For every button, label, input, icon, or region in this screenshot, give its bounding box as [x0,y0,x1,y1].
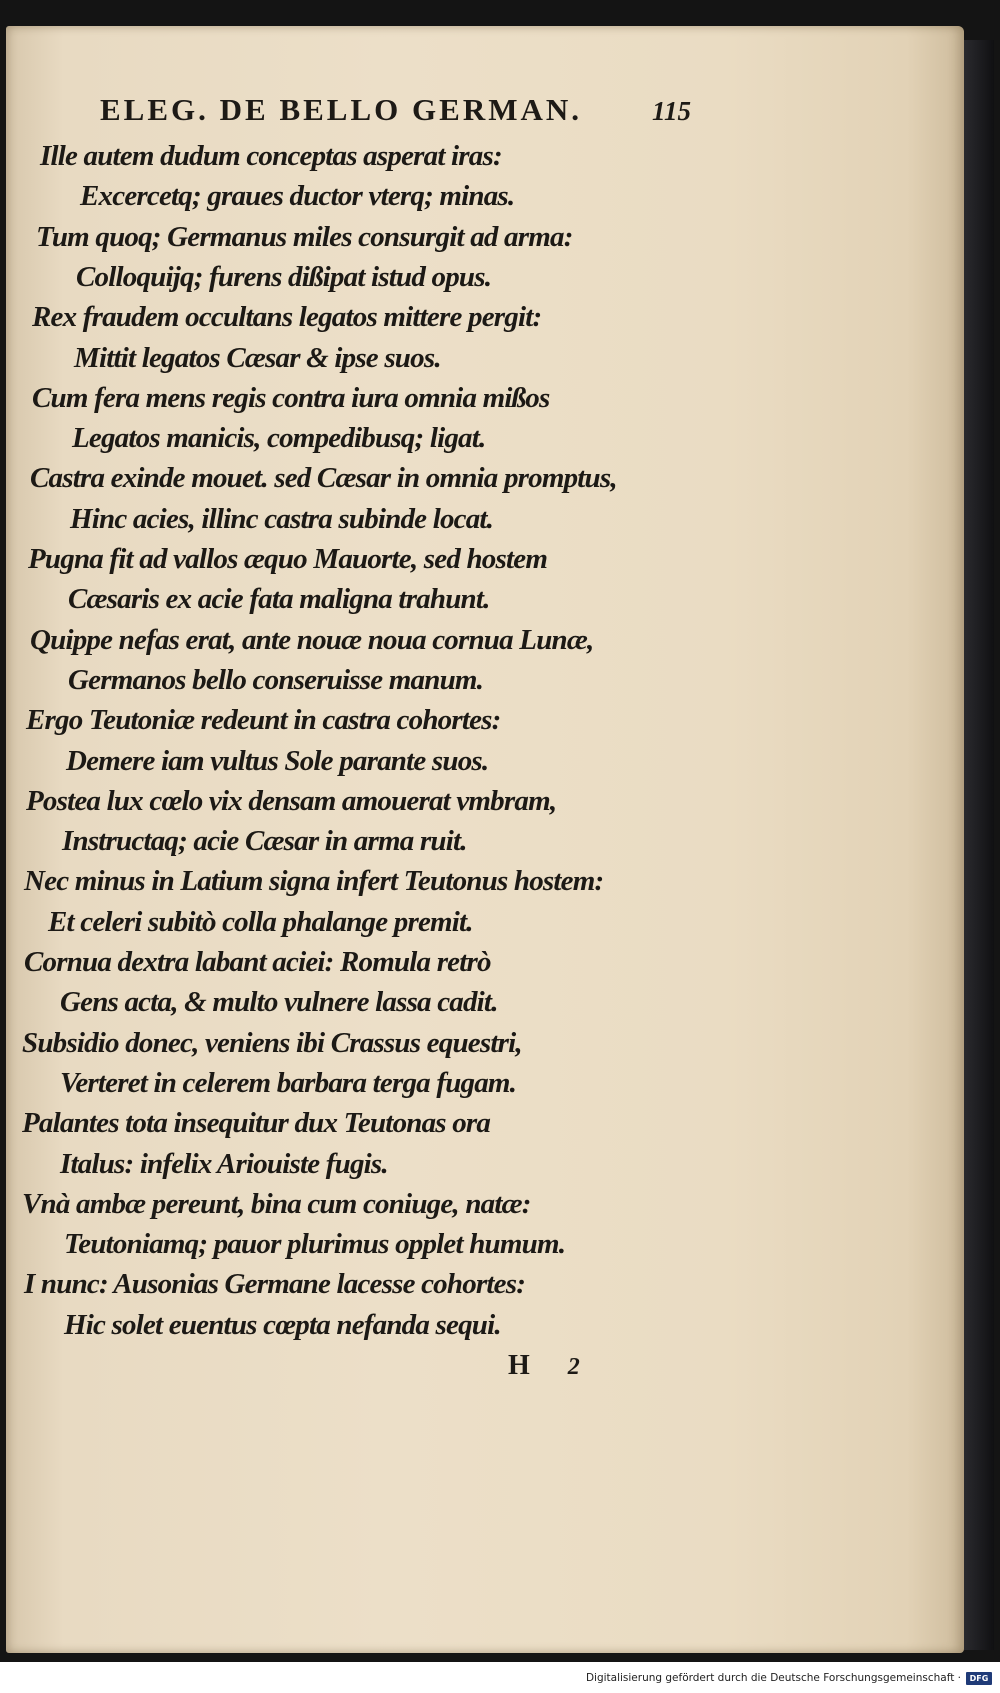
verse-line: Quippe nefas erat, ante nouæ noua cornua Lunæ, [30,623,594,656]
verse-line: Colloquijq; furens dißipat istud opus. [76,260,492,293]
running-head [100,92,700,132]
signature-mark [508,1350,580,1382]
verse-line: Demere iam vultus Sole parante suos. [66,744,489,777]
verse-line: Cum fera mens regis contra iura omnia mißos [32,381,550,414]
verse-line: Cæsaris ex acie fata maligna trahunt. [68,583,490,616]
signature-number: 2 [567,1354,580,1380]
digitization-footer [586,1668,992,1688]
verse-line: Mittit legatos Cæsar & ipse suos. [74,341,441,374]
signature-letter: H [508,1350,530,1381]
verse-line: Palantes tota insequitur dux Teutonas ora [22,1107,491,1140]
verse-line: Vnà ambæ pereunt, bina cum coniuge, natæ: [22,1187,531,1220]
verse-line: Instructaq; acie Cæsar in arma ruit. [62,825,467,858]
verse-line: Excercetq; graues ductor vterq; minas. [80,180,515,213]
verse-line: Hinc acies, illinc castra subinde locat. [70,502,494,535]
verse-line: Hic solet euentus cœpta nefanda sequi. [64,1308,501,1341]
verse-line: Ergo Teutoniæ redeunt in castra cohortes: [26,704,501,737]
running-head-title: ELEG. DE BELLO GERMAN. [100,92,582,127]
verse-line: Et celeri subitò colla phalange premit. [48,905,473,938]
verse-line: Subsidio donec, veniens ibi Crassus equestri, [22,1026,522,1059]
verse-line: Ille autem dudum conceptas asperat iras: [40,140,502,172]
dfg-logo-icon: DFG [966,1672,992,1685]
verse-line: Postea lux cœlo vix densam amouerat vmbram, [26,784,557,817]
verse-line: Legatos manicis, compedibusq; ligat. [72,422,486,455]
verse-line: Castra exinde mouet. sed Cæsar in omnia promptus, [30,462,617,495]
verse-line: Germanos bello conseruisse manum. [68,663,484,696]
verse-line: Verteret in celerem barbara terga fugam. [60,1066,517,1099]
verse-line: Cornua dextra labant aciei: Romula retrò [24,946,491,978]
verse-line: Pugna fit ad vallos æquo Mauorte, sed hostem [28,543,548,575]
verse-line: I nunc: Ausonias Germane lacesse cohortes: [24,1268,526,1301]
verse-line: Tum quoq; Germanus miles consurgit ad arma: [36,220,573,253]
verse-line: Nec minus in Latium signa infert Teutonus hostem: [24,865,604,898]
footer-credit: Digitalisierung gefördert durch die Deutsche Forschungsgemeinschaft · [585,1672,961,1684]
verse-line: Gens acta, & multo vulnere lassa cadit. [60,986,498,1019]
book-edge [964,40,994,1650]
verse-line: Italus: infelix Ariouiste fugis. [60,1147,388,1180]
page-number: 115 [652,96,692,126]
verse-line: Teutoniamq; pauor plurimus opplet humum. [64,1228,566,1261]
verse-line: Rex fraudem occultans legatos mittere pergit: [32,301,542,334]
